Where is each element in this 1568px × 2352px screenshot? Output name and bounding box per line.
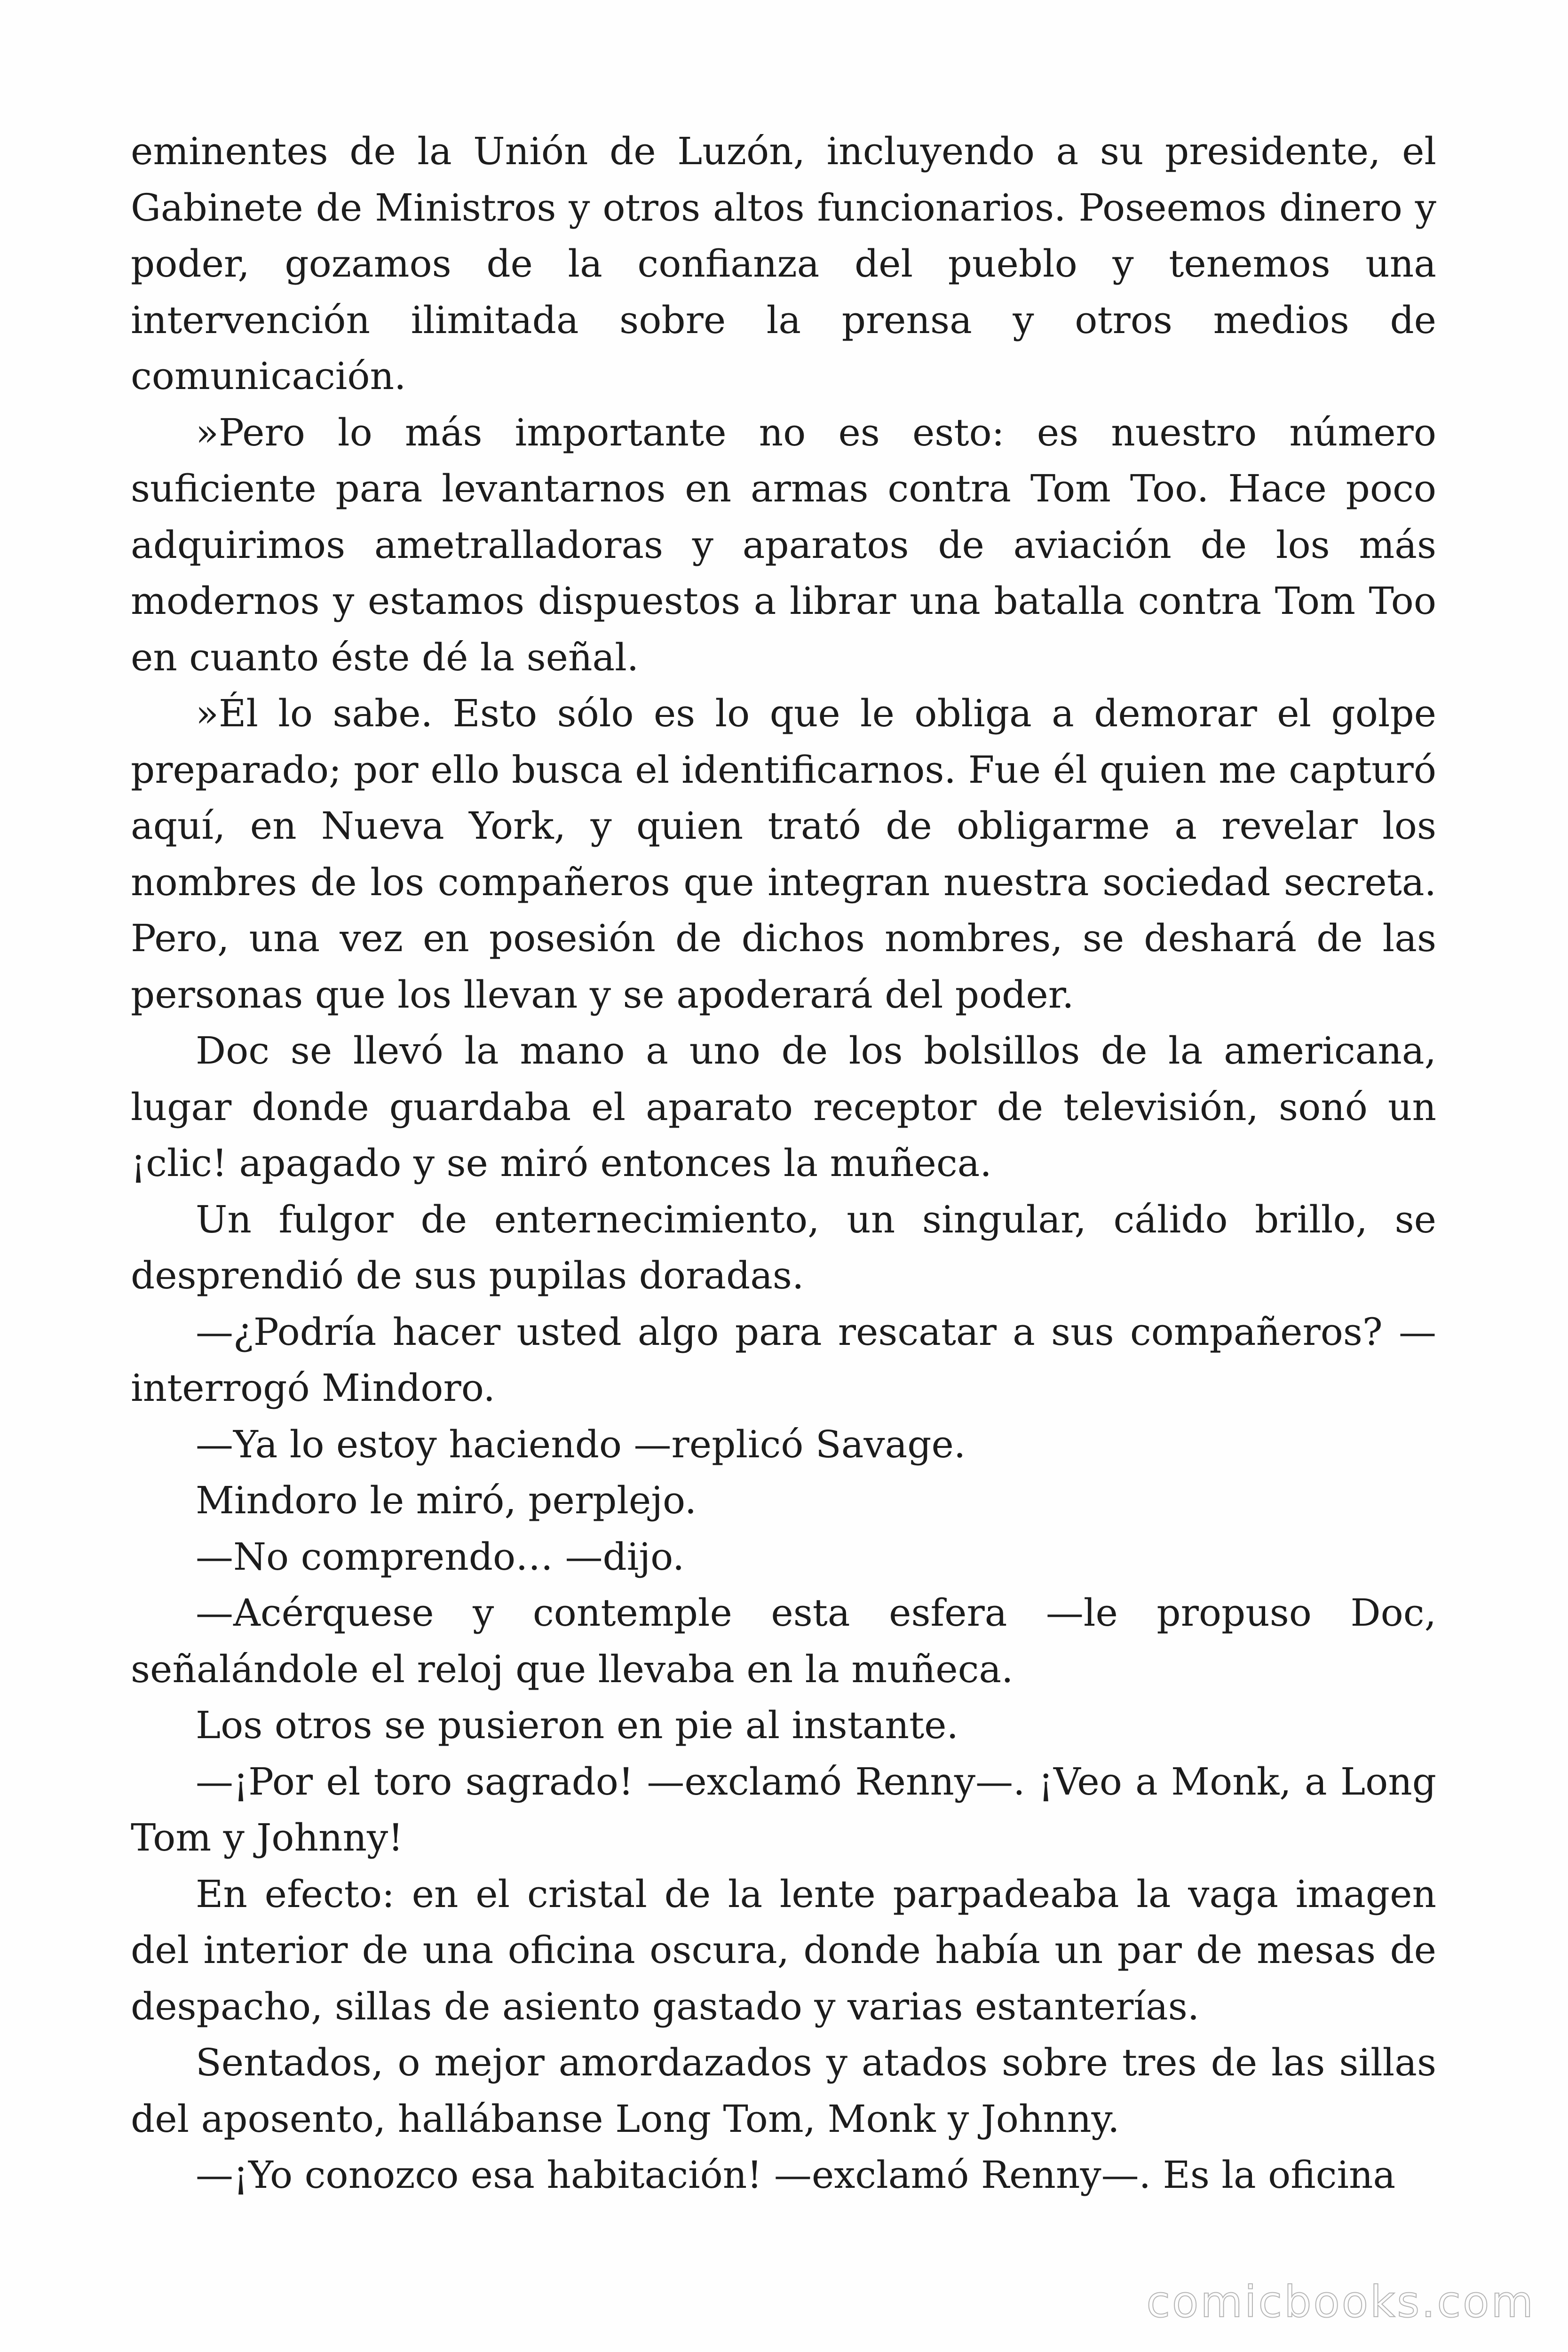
watermark-logo: comicbooks.com <box>1146 2277 1535 2327</box>
paragraph: —No comprendo… —dijo. <box>196 1534 685 1579</box>
paragraph: Doc se llevó la mano a uno de los bolsillos de la americana, lugar donde guardaba el aparato receptor de televisión, sonó un ¡clic! apagado y se miró entonces la muñeca. <box>131 1029 1436 1185</box>
paragraph: eminentes de la Unión de Luzón, incluyendo a su presidente, el Gabinete de Ministros y otros altos funcionarios. Poseemos dinero y poder, gozamos de la confianza del pueblo y tenemos una intervención ilimitada sobre la prensa y otros medios de comunicación. <box>131 129 1436 398</box>
body-text <box>131 123 1436 2203</box>
paragraph: —¿Podría hacer usted algo para rescatar a sus compañeros? —interrogó Mindoro. <box>131 1310 1436 1410</box>
paragraph: Un fulgor de enternecimiento, un singular, cálido brillo, se desprendió de sus pupilas doradas. <box>131 1197 1436 1297</box>
paragraph: »Él lo sabe. Esto sólo es lo que le obliga a demorar el golpe preparado; por ello busca el identificarnos. Fue él quien me capturó aquí, en Nueva York, y quien trató de obligarme a revelar los nombres de los compañeros que integran nuestra sociedad secreta. Pero, una vez en posesión de dichos nombres, se deshará de las personas que los llevan y se apoderará del poder. <box>131 691 1436 1017</box>
paragraph: En efecto: en el cristal de la lente parpadeaba la vaga imagen del interior de una oficina oscura, donde había un par de mesas de despacho, sillas de asiento gastado y varias estanterías. <box>131 1872 1436 2028</box>
paragraph: Los otros se pusieron en pie al instante. <box>196 1703 958 1747</box>
paragraph: »Pero lo más importante no es esto: es nuestro número suficiente para levantarnos en armas contra Tom Too. Hace poco adquirimos ametralladoras y aparatos de aviación de los más modernos y estamos dispuestos a librar una batalla contra Tom Too en cuanto éste dé la señal. <box>131 410 1436 679</box>
paragraph: Mindoro le miró, perplejo. <box>196 1478 697 1522</box>
paragraph: —Ya lo estoy haciendo —replicó Savage. <box>196 1422 966 1466</box>
paragraph: —¡Yo conozco esa habitación! —exclamó Renny—. Es la oficina <box>196 2153 1396 2197</box>
paragraph: —Acérquese y contemple esta esfera —le propuso Doc, señalándole el reloj que llevaba en la muñeca. <box>131 1591 1436 1691</box>
paragraph: —¡Por el toro sagrado! —exclamó Renny—. ¡Veo a Monk, a Long Tom y Johnny! <box>131 1759 1436 1859</box>
paragraph: Sentados, o mejor amordazados y atados sobre tres de las sillas del aposento, hallábanse Long Tom, Monk y Johnny. <box>131 2041 1436 2141</box>
